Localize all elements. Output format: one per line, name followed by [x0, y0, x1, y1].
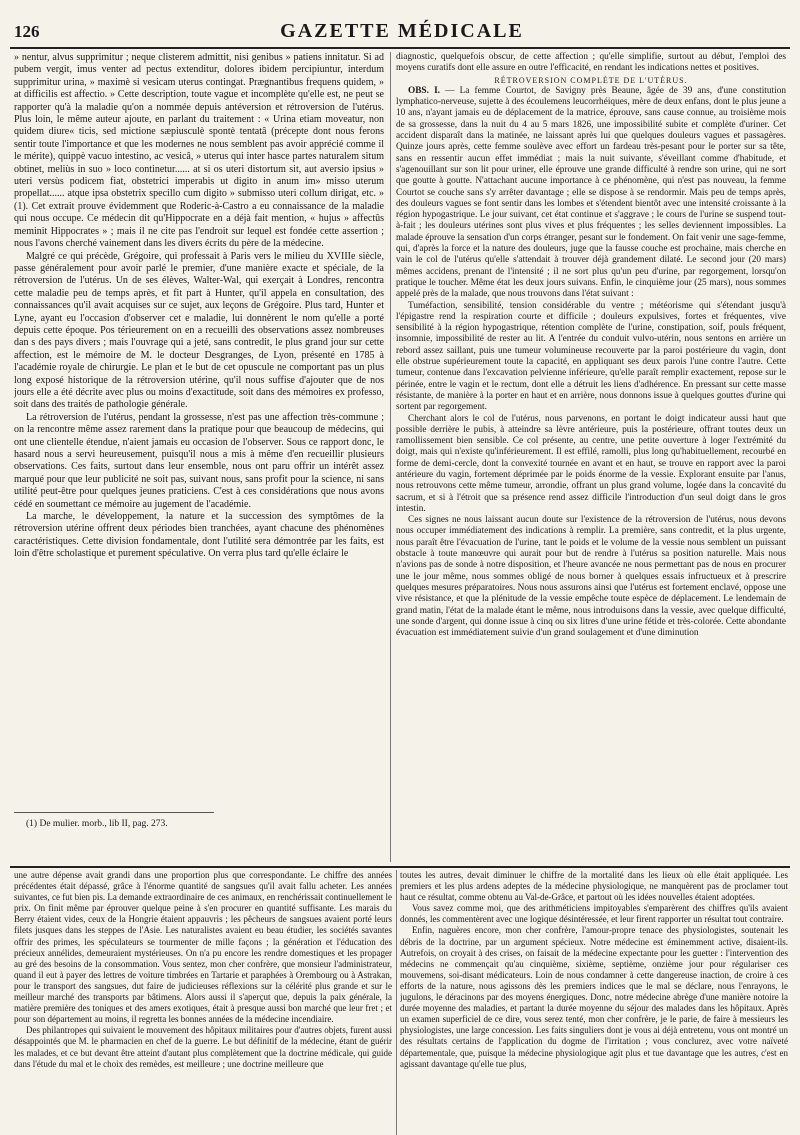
right-intro: diagnostic, quelquefois obscur, de cette affection ; qu'elle simplifie, surtout au début, l'emploi des moyens curatifs dont elle assure en outre l'efficacité, en rendant les indications nettes et positives.	[396, 52, 786, 74]
left-paragraph-2: Malgré ce qui précède, Grégoire, qui professait à Paris vers le milieu du XVIIIe siècle, passe généralement pour avoir parlé le premier, d'une manière exacte et spéciale, de la rétroversion de l'utérus. Un de ses élèves, Walter-Wal, qui exerçait à Londres, rencontra cette maladie peu de temps après, et fit part à Hunter, qu'il appela en consultation, des connaissances qu'il avait acquises sur ce sujet, aux leçons de Grégoire. Plus tard, Hunter et Lyne, ayant eu l'occasion d'observer cet e maladie, lui donnèrent le nom qu'elle a porté depuis cette époque. Pos térieurement on en a recueilli des observations assez nombreuses dan s des pays divers ; mais l'ouvrage qui a jeté, sans contredit, le plus grand jour sur cette affection, est le mémoire de M. le docteur Desgranges, de Lyon, présenté en 1785 à l'académie royale de chirurgie. Le plan et le but de cet opuscule ne comportant pas un plus long exposé historique de la rétroversion utérine, qu'il nous suffise d'ajouter que de nos jours elle a été décrite avec plus ou moins d'exactitude, soit dans des mémoires ex professo, soit dans des traités de pathologie générale.	[14, 250, 384, 411]
feuilleton-right-column	[400, 870, 788, 1135]
right-column	[396, 52, 786, 862]
feuilleton-right-paragraph-2: Vous savez comme moi, que des arithméticiens impitoyables s'emparèrent des chiffres qu'ils avaient donnés, les commentèrent avec une logique désintéressée, et leur firent rapporter un résultat tout contraire.	[400, 903, 788, 925]
page-number: 126	[14, 22, 40, 41]
header-rule	[10, 47, 790, 49]
feuilleton-left-paragraph-1: une autre dépense avait grandi dans une proportion plus que correspondante. Le chiffre des années précédentes était dépassé, grâce à l'énorme quantité de sangsues qu'il avait fallu acheter. Les années suivantes, ce fut bien pis. La demande extraordinaire de ces animaux, en renchérissait continuellement le prix. On finit même par éprouver quelque peine à s'en procurer en quantité suffisante. Les marais du Berry étaient vides, ceux de la Hongrie étaient appauvris ; les pêcheurs de sangsues avaient porté leurs filets jusques dans les steppes de l'Asie. Les naturalistes avaient eu beau étudier, les sociétés savantes offrir des primes, les spéculateurs se tourmenter de mille façons ; la génération et l'éducation des précieux annélides, demeuraient mystérieuses. On n'a pu encore les rendre domestiques et les propager au gré des besoins de la consommation. Vous sentez, mon cher confrère, que monsieur l'administrateur, quand il eut à payer des lettres de voiture timbrées en Tartarie et paraphées à Orembourg ou à Astrakan, pour le transport des sangsues, dut faire de judicieuses réflexions sur la célérité plus grande et sur le meilleur marché des transports par bâtimens. Alors aussi il s'aperçut que, depuis la paix générale, la matière première des toniques et des amers exotiques, était à presque aussi bon marché que leur fret ; et pour son département au moins, il regretta les bonnes années de la médecine incendiaire.	[14, 870, 392, 1025]
section-heading: RÉTROVERSION COMPLÈTE DE L'UTÉRUS.	[494, 75, 688, 85]
left-paragraph-1: » nentur, alvus supprimitur ; neque clisterem admittit, nisi genibus » patiens innitatur. Si ad pubem vergit, imus venter ad pectus extenditur, dolores ibidem percipiuntur, interdum supprimitur urina, » maximè si vesicam uterus contingat. Prægnantibus frequens quidem, » at difficilis est affectio. » Cette description, toute vague et incomplète qu'elle est, ne peut se rapporter qu'à la maladie qu'on a nommée depuis antéversion et rétroversion de l'utérus. Plus loin, le même auteur ajoute, en parlant du traitement : « Urina etiam moveatur, non quidem diure« ticis, sed mictione sæpiusculè spontè tentatâ (précepte dont nous ferons sentir toute l'importance et que les modernes ne nous semblent pas avoir apprécié comme il le mérite), quippè vacuo intestino, ac vesicâ, » uterus qui inter hasce partes naturalem situm obtinet, meliùs in suo » loco continetur...... at si os uteri distortum sit, aut aversio ipsius » uteri versùs podicem fiat, obstetrici imperabis ut digito in anum im» misso uterum propellat...... atque ipsa obstetrix specillo cum digito » submisso uteri collum dirigat, etc. » (1). Cet extrait prouve évidemment que Roderic-à-Castro a eu connaissance de la maladie qui nous occupe. Ce médecin dit qu'Hippocrate en a déjà fait mention, « hujus » affectûs meminit Hippocrates » ; mais il ne cite pas l'endroit sur lequel est fondée cette assertion ; nous l'avons cherché vainement dans les divers écrits du père de la médecine.	[14, 52, 384, 250]
footnote: (1) De mulier. morb., lib II, pag. 273.	[26, 819, 168, 829]
feuilleton-divider	[396, 870, 397, 1135]
footnote-rule	[14, 812, 214, 813]
feuilleton-right-paragraph-1: toutes les autres, devait diminuer le chiffre de la mortalité dans les lieux où elle était appliquée. Les premiers et les plus ardens adeptes de la médecine physiologique, ne manquèrent pas de proclamer tout haut ce résultat, comme obtenu au Val-de-Grâce, et partout où les idées nouvelles étaient adoptées.	[400, 870, 788, 903]
masthead-title: GAZETTE MÉDICALE	[280, 20, 524, 42]
case-paragraph-1-text: — La femme Courtot, de Savigny près Beaune, âgée de 39 ans, d'une constitution lymphatico-nerveuse, sujette à des écoulemens leucorrhéiques, mère de deux enfans, dont le plus jeune a 10 ans, n'ayant jamais eu de déplacement de la matrice, éprouve, sans cause connue, au troisième mois de sa grossesse, dans la nuit du 4 au 5 mars 1826, une impossibilité subite et complète d'uriner. Cet accident disparaît dans la matinée, ne laissant après lui que quelques douleurs vagues et passagères. Quinze jours après, cette femme soulève avec effort un fardeau très-pesant pour le porter sur sa tête, sans en ressentir aucun effet immédiat ; mais la nuit suivante, s'éveillant comme d'habitude, et s'agenouillant sur son lit pour uriner, elle éprouve une grande difficulté à rendre son urine, qui ne sort que goutte à goutte. N'attachant aucune importance à ce phénomène, qui n'est pas nouveau, la femme Courtot se couche sans s'y arrêter davantage ; elle se dispose à se rendormir. Mais peu de temps après, des douleurs vagues se font sentir dans les lombes et s'étendent bientôt avec une intensité croissante à la région hypogastrique. Le jour suivant, cet état continue et s'aggrave ; le cours de l'urine se suspend tout-à-fait ; les douleurs utérines sont plus vives et plus fréquentes ; les selles deviennent impossibles. La malade éprouve la sensation d'un corps étranger, pesant sur le fondement. On fait venir une sage-femme, qui, d'après la force et la nature des douleurs, juge que la fausse couche est prochaine, mais cherche en vain le col de l'utérus qu'elle s'attendait à trouver déjà grandement dilaté. Le second jour (20 mars) mêmes accidens, prenant de l'intensité ; il ne sort plus qu'un peu d'urine, par regorgement, lorsqu'on pratique le toucher. Même état les deux jours suivans. Enfin, le cinquième jour (25 mars), nous sommes appelé près de la malade, que nous trouvons dans l'état suivant :	[396, 85, 786, 300]
case-paragraph-2: Tuméfaction, sensibilité, tension considérable du ventre ; météorisme qui s'étendant jusqu'à l'épigastre rend la respiration courte et difficile ; douleurs expulsives, fortes et fréquentes, vive sensibilité à la région hypogastrique, rétention complète de l'urine, constipation, soif, pouls fréquent, insomnie, impossibilité de rester au lit. A l'entrée du conduit vulvo-utérin, nous sentons en arrière un rebord assez saillant, puis une tumeur volumineuse recouverte par la paroi postérieure du vagin, dont elle obstrue supérieurement toute la capacité, en appliquant ses deux parois l'une contre l'autre. Cette tumeur, contenue dans l'excavation pelvienne inférieure, qu'elle paraît remplir exactement, repose sur le périnée, entre le vagin et le rectum, dont elle a détruit les liens d'adhérence. En pressant sur cette masse résistante, de manière à la porter en haut et en arrière, nous donnons issue à quelques gouttes d'urine qui sortent par regorgement.	[396, 300, 786, 413]
column-divider	[390, 52, 391, 862]
case-paragraph-4: Ces signes ne nous laissant aucun doute sur l'existence de la rétroversion de l'utérus, nous devons nous occuper immédiatement des indications à remplir. La première, sans contredit, et la plus urgente, nous paraît être l'évacuation de l'urine, tant le poids et le volume de la vessie nous semblent un puissant obstacle à toute manœuvre qui aurait pour but de rendre à l'utérus sa position naturelle. Mais nous n'avions pas de sonde à notre disposition, et l'heure avancée ne nous permettant pas de nous en procurer une le jour même, nous sommes obligé de nous borner à quelques essais infructueux et à prescrire quelques mesures préparatoires. Nous nous assurons ainsi que l'utérus est fortement enclavé, oppose une vive résistance, et que la plénitude de la vessie empêche toute espèce de déplacement. Le lendemain de grand matin, l'état de la malade étant le même, nous introduisons dans la vessie, avec quelque difficulté, une sonde d'argent, qui donne issue à cinq ou six litres d'une urine fétide et très-colorée. Cette abondante évacuation est immédiatement suivie d'un grand soulagement et d'une diminution	[396, 515, 786, 639]
feuilleton-left-paragraph-2: Des philantropes qui suivaient le mouvement des hôpitaux militaires pour d'autres objets, furent aussi désappointés que M. le pharmacien en chef de la guerre. Le but définitif de la médecine, étant de guérir les malades, et ce but devant être atteint d'autant plus complètement que la doctrine médicale, qui guide dans l'étude du mal et le choix des remèdes, est meilleure ; une doctrine meilleure que	[14, 1025, 392, 1069]
left-column	[14, 52, 384, 796]
page-header	[14, 22, 790, 42]
feuilleton-left-column	[14, 870, 392, 1135]
case-label: OBS. I.	[408, 85, 441, 96]
feuilleton-rule	[10, 866, 790, 868]
case-paragraph-3: Cherchant alors le col de l'utérus, nous parvenons, en portant le doigt indicateur aussi haut que possible derrière le pubis, à atteindre sa lèvre antérieure, puis la postérieure, offrant toutes deux un ramollissement bien sensible. Ce col présente, au centre, une petite ouverture à loger l'extrémité du doigt, mais qui n'existe qu'inférieurement. Il est effilé, ramolli, plus long qu'habituellement, recourbé en forme de demi-cercle, dont la convexité tournée en avant et en haut, se trouve en rapport avec la paroi antérieure du vagin, fortement déprimée par le poids énorme de la vessie. Explorant ensuite par l'anus, nous retrouvons cette même tumeur, arrondie, offrant un plus grand volume, logée dans la concavité du sacrum, et si à l'étroit que sa présence rend assez difficile l'introduction d'un seul doigt dans le gros intestin.	[396, 413, 786, 514]
case-paragraph-1	[396, 86, 786, 301]
left-paragraph-3: La rétroversion de l'utérus, pendant la grossesse, n'est pas une affection très-commune ; on la rencontre même assez rarement dans la pratique pour que beaucoup de médecins, qui ont une clientelle étendue, n'aient jamais eu occasion de l'observer. Sous ce rapport donc, le hasard nous a servi heureusement, puisqu'il nous a mis à même d'en recueillir plusieurs observations. Ces faits, surtout dans leur ensemble, nous ont paru offrir un intérêt assez marqué pour que leur publicité ne soit pas, suivant nous, sans profit pour la science, ni sans utilité peut-être pour quelques jeunes praticiens. C'est à ces considérations que nous avons cédé en soumettant ce mémoire au jugement de l'académie.	[14, 411, 384, 510]
left-paragraph-4: La marche, le développement, la nature et la succession des symptômes de la rétroversion utérine offrent deux périodes bien tranchées, ayant chacune des phénomènes caractéristiques. Cette division fondamentale, dont l'utilité sera démontrée par les faits, est loin d'être scholastique et purement spéculative. On verra plus tard qu'elle éclaire le	[14, 511, 384, 560]
feuilleton-right-paragraph-3: Enfin, naguères encore, mon cher confrère, l'amour-propre tenace des physiologistes, soutenait les débris de la doctrine, par un argument spécieux. Notre médecine est éminemment active, disaient-ils. Autrefois, on croyait à des crises, on faisait de la médecine expectante pour les guetter : l'intervention des médecins ne commençait qu'au cinquième, sixième, septième, onzième jour pour régulariser ces mouvemens, soi-disant médicateurs. Loin de nous condamner à cette dangereuse inaction, de croire à ces efforts de la nature, nous agissons dès les premiers indices que le mal se déclare, nous l'enrayons, le jugulons, le déracinons par des moyens énergiques. Donc, notre médecine abrège d'une manière notoire la durée moyenne des maladies, et partant la durée moyenne du séjour des malades dans les hôpitaux. Après un examen superficiel de ce dire, vous serez tenté, mon cher confrère, je le parie, de faire à messieurs les physiologistes, une large concession. Les faits singuliers dont je vous ai déjà entretenu, vous ont montré un des résultats certains de l'application du dogme de l'irritation ; vous conclurez, avec votre naïveté départementale, que, puisque la médecine physiologique agit plus et tue davantage que les autres, c'est en agissant davantage qu'elle tue plus,	[400, 925, 788, 1069]
